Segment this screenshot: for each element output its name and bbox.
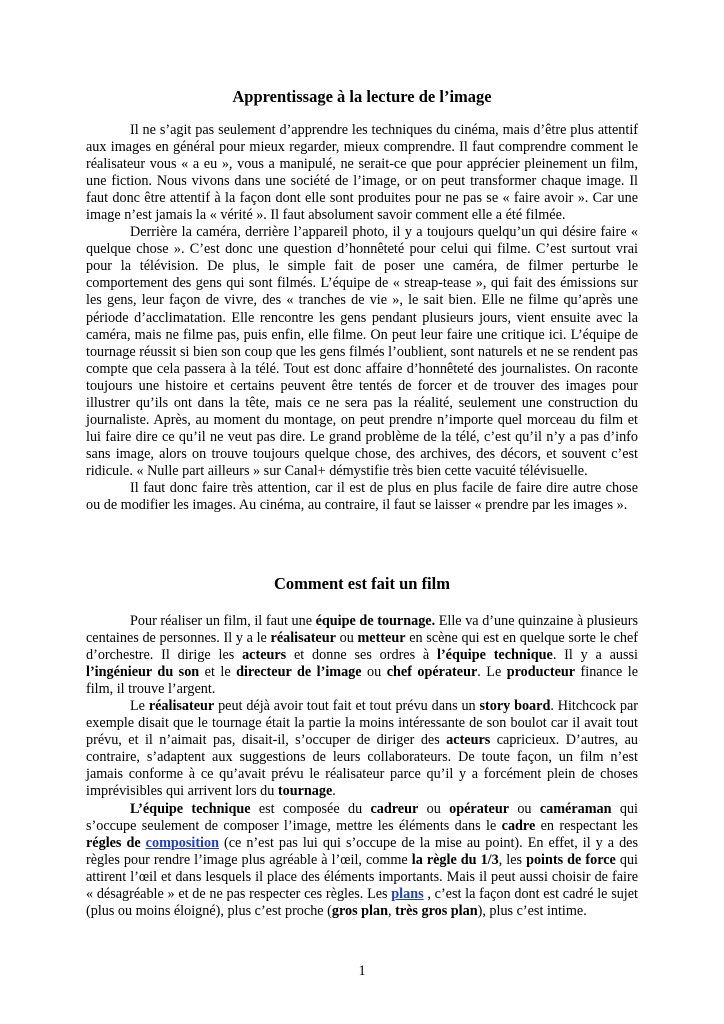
composition-link[interactable]: composition <box>145 834 219 851</box>
section-body-apprentissage <box>86 122 638 514</box>
bold-term: cadre <box>501 817 536 834</box>
text-run: en scène qui est en quelque sorte le chef d’orchestre. Il dirige les <box>86 630 638 664</box>
bold-term: très gros plan <box>395 902 478 919</box>
bold-term: story board <box>479 698 551 715</box>
bold-term: opérateur <box>449 800 510 817</box>
text-run: , <box>388 902 396 919</box>
bold-term: tournage <box>277 783 333 800</box>
bold-term: acteurs <box>242 647 287 664</box>
bold-term: acteurs <box>446 732 491 749</box>
text-run: ou <box>335 630 358 647</box>
paragraph <box>86 698 638 800</box>
text-run: (ce n’est pas lui qui s’occupe de la mise au point). En effet, il y a des règles pour rendre l’image plus agréable à l’œil, comme <box>86 834 639 868</box>
paragraph: Il faut donc faire très attention, car il est de plus en plus facile de faire dire autre chose ou de modifier les images. Au cinéma, au contraire, il faut se laisser « prendre par les images ». <box>86 479 638 514</box>
text-run: . <box>332 783 336 800</box>
section-title-comment-est-fait-un-film: Comment est fait un film <box>274 574 450 593</box>
text-run: Pour réaliser un film, il faut une <box>130 613 316 629</box>
bold-term: la règle du 1/3 <box>411 851 499 868</box>
text-run: et le <box>199 664 237 681</box>
paragraph: Il ne s’agit pas seulement d’apprendre les techniques du cinéma, mais d’être plus attentif aux images en général pour mieux regarder, mieux comprendre. Il faut comprendre comment le réalisateur vous « a eu », vous a manipulé, ne serait-ce que pour apprécier pleinement un film, une fiction. Nous vivons dans une société de l’image, or on peut transformer chaque image. Il faut donc être attentif à la façon dont elle sont produites pour ne pas se « faire avoir ». Car une image n’est jamais la « vérité ». Il faut absolument savoir comment elle a été filmée. <box>86 122 638 224</box>
text-run: finance le film, il trouve l’argent. <box>86 664 638 698</box>
text-run: capricieux. D’autres, au contraire, s’adaptent aux suggestions de leurs collaborateurs. De toute façon, un film n’est jamais conforme à ce qu’avait prévu le réalisateur parce qu’il y a forcément plein de choses imprévisibles qui arrivent lors du <box>86 732 638 800</box>
text-run: . Le <box>477 664 507 681</box>
paragraph <box>86 613 638 698</box>
bold-term: chef opérateur <box>386 664 478 681</box>
bold-term: réalisateur <box>270 630 336 647</box>
bold-term: metteur <box>357 630 406 647</box>
text-run: en respectant les <box>535 817 639 834</box>
text-run: . Il y a aussi <box>552 647 638 664</box>
text-run: ou <box>361 664 387 681</box>
section-title-apprentissage: Apprentissage à la lecture de l’image <box>232 87 492 106</box>
bold-term: directeur de l’image <box>236 664 362 681</box>
bold-term: l’ingénieur du son <box>86 664 200 681</box>
bold-term: producteur <box>506 664 576 681</box>
section-body-comment-est-fait-un-film <box>86 613 638 920</box>
text-run: est composée du <box>250 800 371 817</box>
text-run: ), plus c’est intime. <box>477 902 587 919</box>
page-number: 1 <box>358 963 366 979</box>
text-run: . Hitchcock par exemple disait que le tournage était la partie la moins intéressante de son boulot car il avait tout prévu, et il n’aimait pas, disait-il, s’occuper de diriger des <box>86 698 638 749</box>
bold-term: l’équipe technique <box>437 647 553 664</box>
bold-term: équipe de tournage. <box>315 613 436 629</box>
bold-term: points de force <box>526 851 616 868</box>
text-run: , les <box>498 851 527 868</box>
bold-term: réalisateur <box>148 698 215 715</box>
text-run: qui attirent l’œil et dans lesquels il place des éléments importants. Mais il peut aussi choisir de faire « désagréable » et de ne pas respecter ces règles. Les <box>86 851 638 902</box>
text-run: ou <box>509 800 540 817</box>
bold-term: gros plan <box>331 902 388 919</box>
bold-term: caméraman <box>539 800 612 817</box>
text-run: peut déjà avoir tout fait et tout prévu dans un <box>214 698 480 715</box>
bold-term: régles de <box>86 834 146 851</box>
paragraph: Derrière la caméra, derrière l’appareil photo, il y a toujours quelqu’un qui désire faire « quelque chose ». C’est donc une question d’honnêteté pour celui qui filme. C’est surtout vrai pour la télévision. De plus, le simple fait de poser une caméra, de filmer perturbe le comportement des gens qui sont filmés. L’équipe de « streap-tease », qui fait des émissions sur les gens, leur façon de vivre, des « tranches de vie », le sait bien. Elle ne filme qu’après une période d’acclimatation. Elle rencontre les gens pendant plusieurs jours, vient ensuite avec la caméra, mais ne filme pas, puis enfin, elle filme. On peut leur faire une critique ici. L’équipe de tournage réussit si bien son coup que les gens filmés l’oublient, sont naturels et ne se rendent pas compte que cela passera à la télé. Tout est donc affaire d’honnêteté des journalistes. On raconte toujours une histoire et certains peuvent être tentés de forcer et de trouver des images pour illustrer qu’ils ont dans la tête, mais ce ne sera pas la réalité, seulement une construction du journaliste. Après, au moment du montage, on peut prendre n’importe quel morceau du film et lui faire dire ce qu’il ne veut pas dire. Le grand problème de la télé, c’est qu’il n’y a pas d’info sans image, alors on trouve toujours quelque chose, des archives, des décors, et souvent c’est ridicule. « Nulle part ailleurs » sur Canal+ démystifie très bien cette vacuité télévisuelle. <box>86 224 638 479</box>
text-run: Le <box>130 698 149 715</box>
paragraph <box>86 801 638 920</box>
text-run: et donne ses ordres à <box>286 647 438 664</box>
text-run: , c’est la façon dont est cadré le sujet (plus ou moins éloigné), plus c’est proche ( <box>86 885 638 919</box>
text-run: qui s’occupe seulement de composer l’image, mettre les éléments dans le <box>86 800 638 834</box>
bold-term: cadreur <box>370 800 419 817</box>
plans-link[interactable]: plans <box>391 885 424 902</box>
text-run: ou <box>418 800 450 817</box>
text-run: Elle va d’une quinzaine à plusieurs centaines de personnes. Il y a le <box>86 613 639 647</box>
bold-term: L’équipe technique <box>130 800 251 817</box>
